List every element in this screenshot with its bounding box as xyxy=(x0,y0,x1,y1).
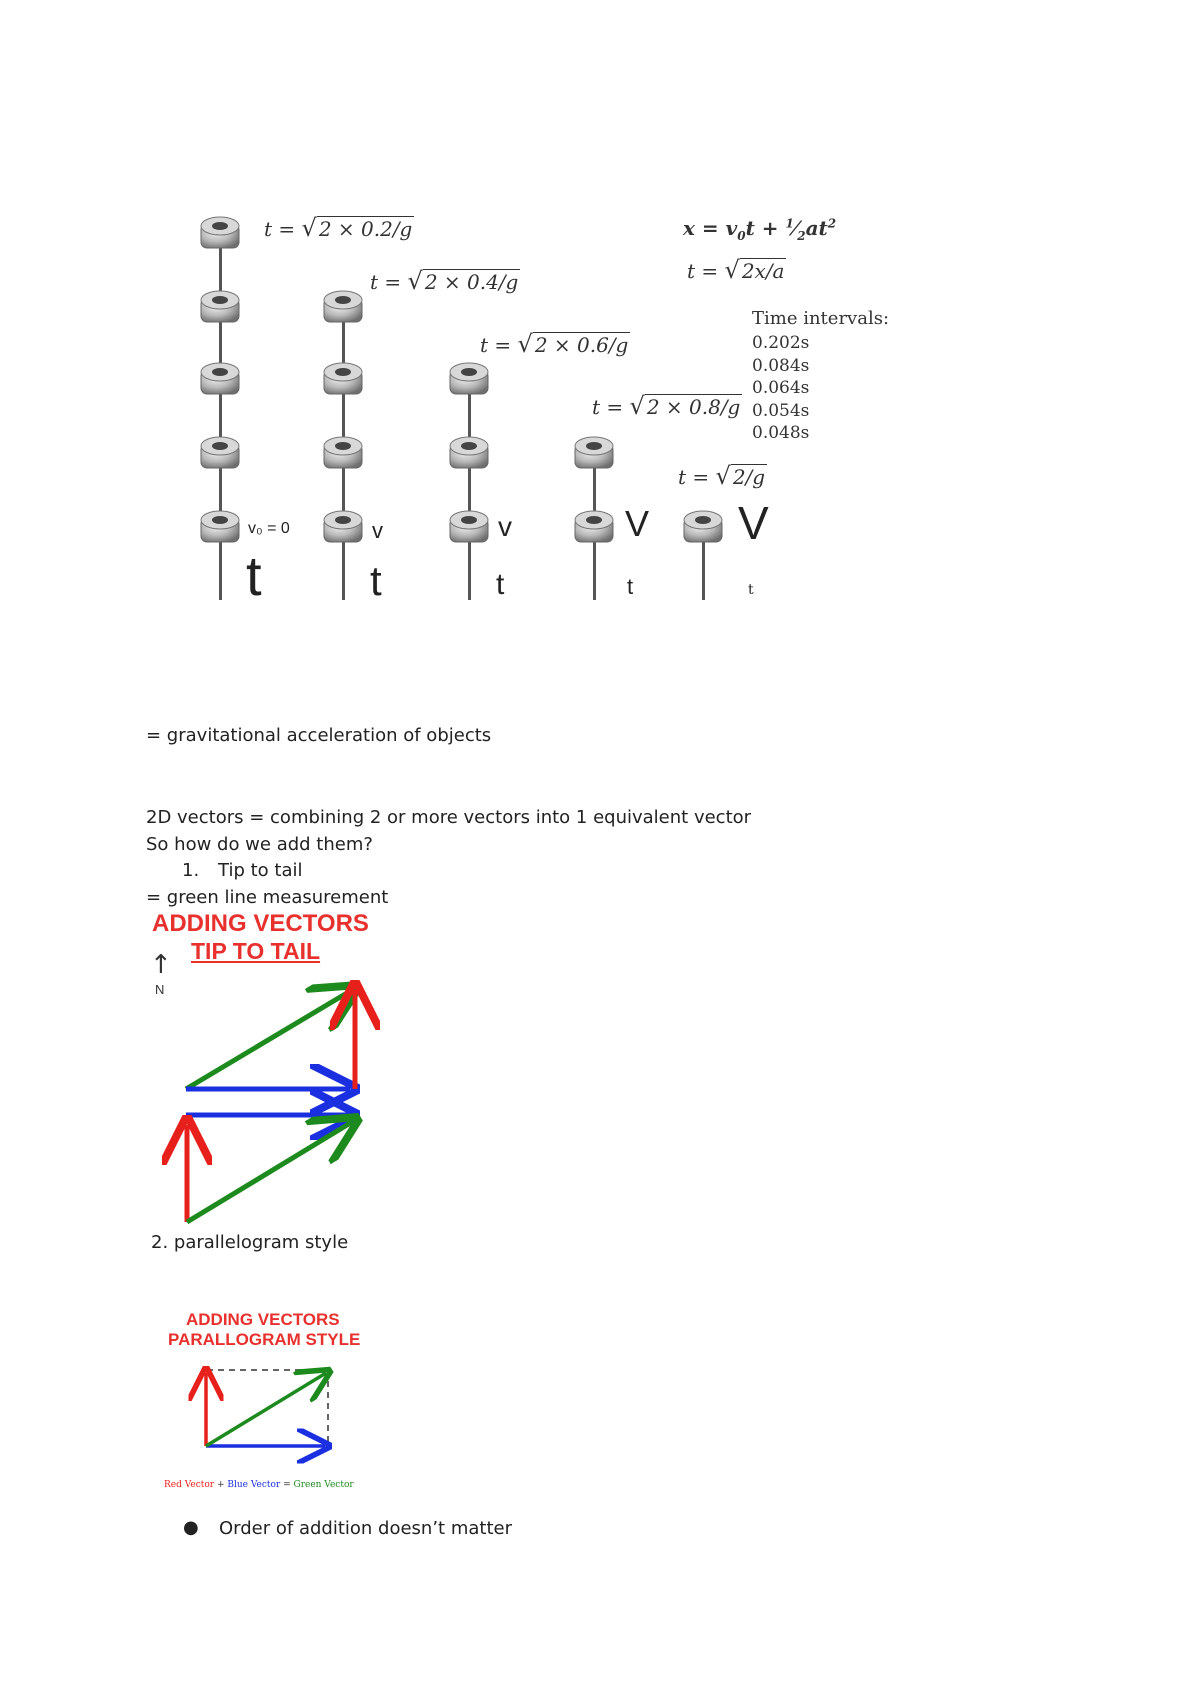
solved-equation: t = √ 2x/a xyxy=(687,256,785,284)
kinematic-equation: $x = v_0t$ + $^1⁄_2at^2$ xyxy=(683,216,837,243)
time-intervals-list xyxy=(752,332,809,445)
north-label: N xyxy=(155,982,165,997)
figure-title: ADDING VECTORS xyxy=(186,1310,340,1329)
time-label: t xyxy=(627,574,634,599)
interval-value: 0.202s xyxy=(752,333,810,353)
formula-1: t = √ 2 × 0.2/g xyxy=(264,214,413,242)
caption-blue: Blue Vector xyxy=(227,1480,281,1490)
time-label: t xyxy=(748,582,754,598)
caption-red: Red Vector xyxy=(164,1480,215,1490)
note-question: So how do we add them? xyxy=(146,834,373,855)
hex-nut xyxy=(684,511,722,542)
figure-subtitle: TIP TO TAIL xyxy=(191,938,321,964)
interval-value: 0.048s xyxy=(752,423,810,443)
time-label: t xyxy=(370,557,382,604)
note-green-line: = green line measurement xyxy=(146,887,389,908)
bullet-icon: ● xyxy=(183,1517,199,1538)
time-label: t xyxy=(246,544,262,607)
velocity-label: v₀ = 0 xyxy=(248,520,290,537)
green-resultant-vector xyxy=(206,1373,326,1446)
interval-value: 0.054s xyxy=(752,400,810,421)
formula-4: t = √ 2 × 0.8/g xyxy=(592,392,741,420)
vector-equation-caption xyxy=(164,1480,354,1490)
figure-subtitle: PARALLOGRAM STYLE xyxy=(168,1330,361,1349)
time-label: t xyxy=(496,568,505,601)
note-gravitational: = gravitational acceleration of objects xyxy=(146,725,492,746)
hex-nut xyxy=(450,511,488,542)
list-item-tip-to-tail: Tip to tail xyxy=(218,860,303,881)
caption-plus: + xyxy=(214,1480,228,1490)
caption-green: Green Vector xyxy=(293,1480,354,1490)
interval-value: 0.084s xyxy=(752,355,810,376)
note-2d-vectors: 2D vectors = combining 2 or more vectors into 1 equivalent vector xyxy=(146,807,752,828)
velocity-label: v xyxy=(372,518,383,543)
hex-nut xyxy=(575,511,613,542)
figure-title: ADDING VECTORS xyxy=(152,910,369,937)
note-order-of-addition: Order of addition doesn’t matter xyxy=(219,1518,512,1539)
north-arrow-icon: ↑ xyxy=(150,950,172,980)
velocity-label: v xyxy=(498,511,512,542)
time-intervals-title: Time intervals: xyxy=(752,308,890,329)
hex-nut xyxy=(575,437,613,468)
formula-5: t = √ 2/g xyxy=(678,462,766,490)
string-3 xyxy=(468,372,471,600)
list-number: 1. xyxy=(182,860,200,881)
hex-nut xyxy=(450,437,488,468)
note-parallelogram: 2. parallelogram style xyxy=(151,1232,349,1253)
interval-value: 0.064s xyxy=(752,378,810,398)
formula-2: t = √ 2 × 0.4/g xyxy=(370,267,519,295)
formula-3: t = √ 2 × 0.6/g xyxy=(480,330,629,358)
velocity-label: V xyxy=(738,497,769,549)
velocity-label: V xyxy=(625,503,650,544)
caption-equals: = xyxy=(280,1480,294,1490)
hex-nut xyxy=(450,363,488,394)
parallelogram-vectors xyxy=(0,0,400,1480)
